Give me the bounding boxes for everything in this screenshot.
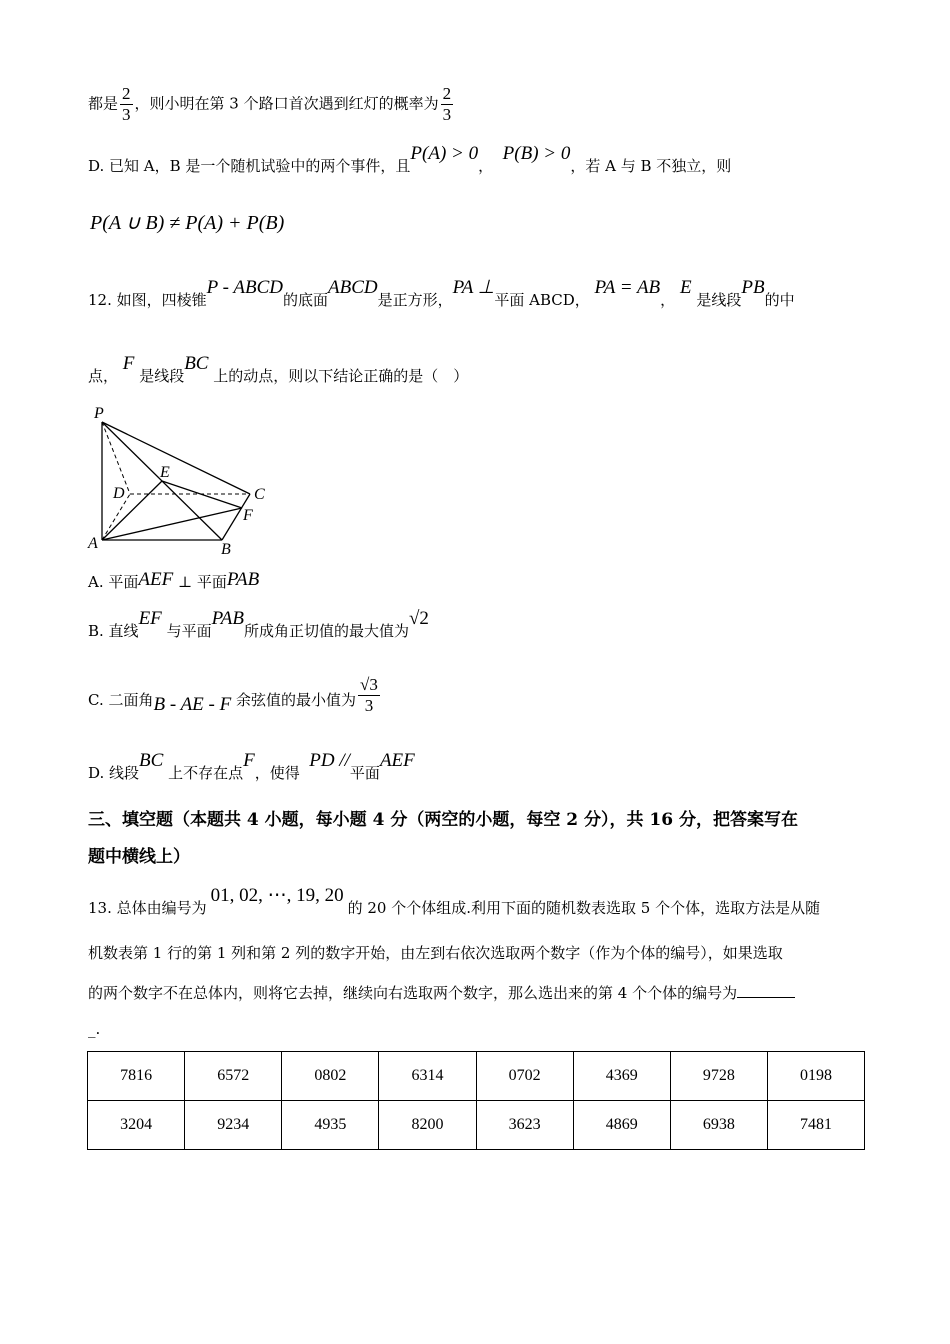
table-cell: 9728 xyxy=(670,1052,767,1101)
table-cell: 3623 xyxy=(476,1101,573,1150)
segment-af xyxy=(102,508,242,540)
text: ， xyxy=(478,157,494,175)
q11-line1 xyxy=(88,84,455,125)
table-cell: 0702 xyxy=(476,1052,573,1101)
text: 的中 xyxy=(764,291,795,309)
denominator: 3 xyxy=(122,104,131,124)
q12-stem-line2 xyxy=(88,353,469,385)
random-number-table xyxy=(87,1051,865,1150)
table-cell: 0802 xyxy=(282,1052,379,1101)
fraction-2-3-a xyxy=(120,84,133,125)
math: PD // xyxy=(309,750,350,771)
text: 是正方形， xyxy=(377,291,453,309)
table-row xyxy=(88,1052,865,1101)
table-cell: 8200 xyxy=(379,1101,476,1150)
q13-line3 xyxy=(88,986,795,1001)
math: PB xyxy=(741,277,765,298)
label-e: E xyxy=(160,464,170,481)
label-d: D xyxy=(113,485,125,502)
table-cell: 4869 xyxy=(573,1101,670,1150)
text: 的 20 个个体组成.利用下面的随机数表选取 5 个个体，选取方法是从随 xyxy=(347,899,821,917)
text: 余弦值的最小值为 xyxy=(236,691,357,709)
text: 上不存在点 xyxy=(168,764,244,782)
label-f: F xyxy=(243,507,253,524)
text: 的两个数字不在总体内，则将它去掉，继续向右选取两个数字，那么选出来的第 4 个个体的编号为 xyxy=(88,984,738,1002)
text: 点， xyxy=(88,367,119,385)
numerator: 2 xyxy=(442,84,452,103)
text: ，则小明在第 3 个路口首次遇到红灯的概率为 xyxy=(134,94,439,113)
math-pb-gt-0: P(B) > 0 xyxy=(502,143,571,164)
fraction-2-3-b xyxy=(441,84,454,125)
text: 是线段 xyxy=(696,291,742,309)
q13-line1 xyxy=(88,885,821,917)
label-p: P xyxy=(94,405,104,422)
label-a: A xyxy=(88,535,98,552)
numerator: 2 xyxy=(122,84,131,103)
table-cell: 6314 xyxy=(379,1052,476,1101)
numerator: √3 xyxy=(360,675,378,694)
text: 平面 ABCD， xyxy=(494,291,590,309)
text: D. 线段 xyxy=(88,764,140,782)
text: 都是 xyxy=(88,94,119,113)
math: P - ABCD xyxy=(206,277,283,298)
denominator: 3 xyxy=(364,695,374,715)
text: D. 已知 A，B 是一个随机试验中的两个事件，且 xyxy=(88,157,411,175)
label-c: C xyxy=(254,486,265,503)
table-cell: 7481 xyxy=(767,1101,864,1150)
math: F xyxy=(122,353,135,374)
text: 的底面 xyxy=(282,291,328,309)
q12-stem-line1 xyxy=(88,277,795,309)
math: PAB xyxy=(211,608,244,629)
table-cell: 9234 xyxy=(185,1101,282,1150)
math: E xyxy=(679,277,692,298)
math: ABCD xyxy=(328,277,378,298)
denominator: 3 xyxy=(442,104,452,124)
math: BC xyxy=(184,353,209,374)
text: ，若 A 与 B 不独立，则 xyxy=(570,157,732,175)
pyramid-diagram xyxy=(84,402,284,562)
math: BC xyxy=(139,750,164,771)
math-pa-gt-0: P(A) > 0 xyxy=(410,143,479,164)
math-sqrt2: √2 xyxy=(408,608,429,629)
q13-line2: 机数表第 1 行的第 1 列和第 2 列的数字开始，由左到右依次选取两个数字（作为个体的编号），如果选取 xyxy=(88,944,783,962)
q12-option-a xyxy=(88,569,260,591)
math: PA ⊥ xyxy=(452,277,495,298)
edge-pc xyxy=(102,422,250,494)
text: 所成角正切值的最大值为 xyxy=(243,622,409,640)
text: B. 直线 xyxy=(88,622,139,640)
answer-blank[interactable] xyxy=(737,997,795,998)
text: 平面 xyxy=(349,764,380,782)
q13-line4: _. xyxy=(88,1020,101,1038)
text: 是线段 xyxy=(139,367,185,385)
text: C. 二面角 xyxy=(88,691,154,709)
text: A. 平面 xyxy=(88,573,139,591)
table-cell: 3204 xyxy=(88,1101,185,1150)
math: EF xyxy=(138,608,162,629)
text: ， xyxy=(660,291,676,309)
q11-option-d-formula: P(A ∪ B) ≠ P(A) + P(B) xyxy=(90,212,285,234)
table-cell: 7816 xyxy=(88,1052,185,1101)
label-b: B xyxy=(221,541,231,558)
q12-option-c xyxy=(88,675,382,716)
math: AEF xyxy=(379,750,415,771)
table-cell: 6572 xyxy=(185,1052,282,1101)
math: AEF xyxy=(138,569,174,590)
table-cell: 6938 xyxy=(670,1101,767,1150)
math: B - AE - F xyxy=(153,694,232,715)
table-cell: 0198 xyxy=(767,1052,864,1101)
math: F xyxy=(243,750,255,771)
text: 12. 如图，四棱锥 xyxy=(88,291,207,309)
q11-option-d xyxy=(88,143,732,175)
table-cell: 4369 xyxy=(573,1052,670,1101)
table-row xyxy=(88,1101,865,1150)
text: 上的动点，则以下结论正确的是（ ） xyxy=(213,367,469,385)
math: PA = AB xyxy=(594,277,661,298)
q12-option-b xyxy=(88,608,429,640)
text: ，使得 xyxy=(254,764,300,782)
math-numbering: 01, 02, ⋯, 19, 20 xyxy=(210,885,344,906)
edge-pd-hidden xyxy=(102,422,130,494)
section3-heading-line2: 题中横线上） xyxy=(88,847,190,867)
table-cell: 4935 xyxy=(282,1101,379,1150)
section3-heading-line1: 三、填空题（本题共 4 小题，每小题 4 分（两空的小题，每空 2 分），共 16 分，把答案写在 xyxy=(88,810,798,830)
q12-option-d xyxy=(88,750,415,782)
fraction-sqrt3-3 xyxy=(358,675,380,716)
text: 13. 总体由编号为 xyxy=(88,899,207,917)
text: ⊥ 平面 xyxy=(173,573,227,591)
math: PAB xyxy=(226,569,260,590)
text: 与平面 xyxy=(166,622,212,640)
segment-ae xyxy=(102,481,162,540)
